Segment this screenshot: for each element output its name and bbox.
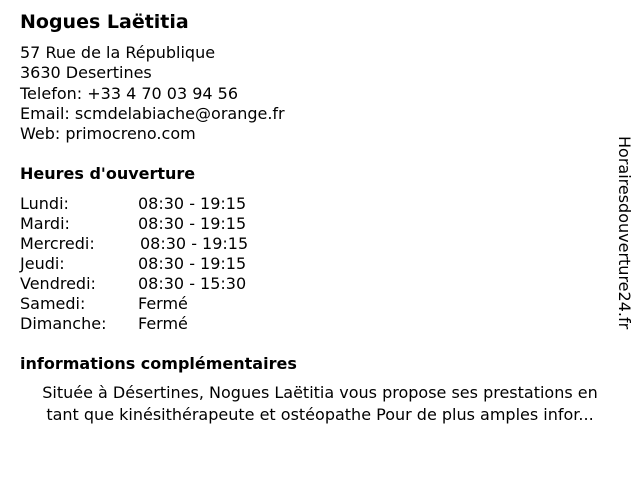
business-name: Nogues Laëtitia <box>20 11 189 33</box>
hours-day: Jeudi: <box>20 254 65 273</box>
hours-time: 08:30 - 19:15 <box>138 194 247 213</box>
site-watermark: Horairesdouverture24.fr <box>615 136 634 330</box>
business-card <box>20 0 610 480</box>
contact-block <box>20 43 285 144</box>
hours-day: Dimanche: <box>20 314 107 333</box>
hours-day: Lundi: <box>20 194 69 213</box>
hours-day: Mercredi: <box>20 234 95 253</box>
email-text: Email: scmdelabiache@orange.fr <box>20 103 285 123</box>
hours-day: Samedi: <box>20 294 86 313</box>
description-text <box>20 382 620 426</box>
hours-heading: Heures d'ouverture <box>20 164 196 183</box>
phone-text: Telefon: +33 4 70 03 94 56 <box>20 83 239 103</box>
description-line: Située à Désertines, Nogues Laëtitia vous propose ses prestations en <box>42 383 598 402</box>
hours-time: 08:30 - 19:15 <box>138 214 247 233</box>
hours-time: Fermé <box>138 294 188 313</box>
hours-day: Mardi: <box>20 214 70 233</box>
description-line: tant que kinésithérapeute et ostéopathe Pour de plus amples infor... <box>46 405 594 424</box>
address-line-street: 57 Rue de la République <box>20 43 216 62</box>
hours-time: 08:30 - 19:15 <box>140 234 249 253</box>
address-line-city: 3630 Desertines <box>20 63 152 83</box>
hours-day: Vendredi: <box>20 274 96 293</box>
website-text: Web: primocreno.com <box>20 124 196 144</box>
info-heading: informations complémentaires <box>20 354 297 373</box>
hours-time: 08:30 - 15:30 <box>138 274 247 293</box>
hours-time: 08:30 - 19:15 <box>138 254 247 273</box>
hours-time: Fermé <box>138 314 188 333</box>
